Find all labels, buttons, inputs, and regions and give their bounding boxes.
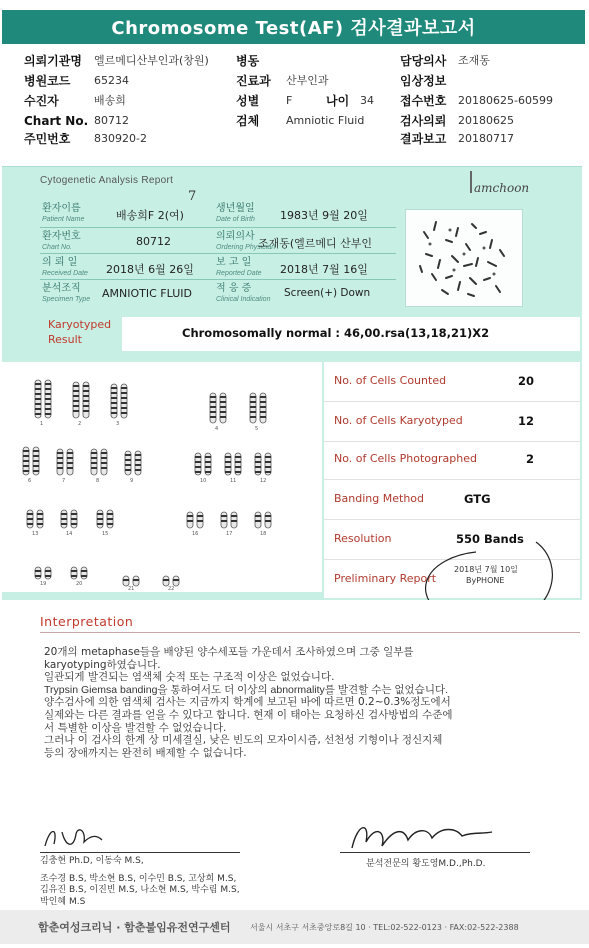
info-label: 접수번호	[400, 94, 447, 108]
received-date-value: 2018년 6월 26일	[106, 263, 194, 276]
chromosome-number: 12	[260, 478, 267, 484]
chromosome-number: 7	[62, 478, 66, 484]
chromosome-number: 1	[40, 421, 44, 427]
age-value: 34	[360, 94, 374, 107]
info-value: 20180625	[458, 114, 514, 127]
karyogram-image	[2, 362, 322, 592]
page-title: Chromosome Test(AF) 검사결과보고서	[2, 10, 585, 44]
info-label: 주민번호	[24, 132, 71, 146]
chromosome-number: 15	[102, 531, 109, 537]
patient-info-table	[0, 52, 589, 148]
info-label: 임상정보	[400, 74, 447, 88]
preliminary-date: 2018년 7월 10일	[454, 565, 518, 574]
result-box	[122, 317, 580, 351]
age-label: 나이	[326, 94, 350, 108]
chromosome-number: 11	[230, 478, 237, 484]
chromosome-number: 19	[40, 581, 47, 587]
cytogenetic-report	[2, 166, 582, 600]
interpretation-line: 서 특별한 이상을 발견할 수 없었습니다.	[44, 721, 227, 734]
stat-value: 12	[517, 414, 534, 428]
interpretation-line: 등의 장애까지는 완전히 배제할 수 없습니다.	[44, 746, 247, 759]
stat-label: Resolution	[334, 532, 392, 545]
chromosome-number: 22	[168, 586, 175, 592]
stat-value: 2	[525, 452, 534, 466]
info-label: 담당의사	[400, 54, 447, 68]
signature-left	[40, 822, 110, 852]
info-value: 80712	[94, 114, 129, 127]
specimen-type-value: AMNIOTIC FLUID	[102, 287, 192, 300]
info-value: 830920-2	[94, 132, 147, 145]
chromosome-pair	[58, 509, 80, 533]
stat-label: No. of Cells Karyotyped	[334, 414, 463, 427]
report-title: Cytogenetic Analysis Report	[40, 175, 174, 186]
interpretation-body	[44, 646, 544, 759]
info-label: 결과보고	[400, 132, 447, 146]
metaphase-spread-image	[405, 209, 523, 307]
chromosome-pair	[252, 511, 274, 533]
chromosome-number: 5	[255, 426, 259, 432]
chromosome-number: 18	[260, 531, 267, 537]
chromosome-pair	[192, 452, 214, 480]
info-value: 20180625-60599	[458, 94, 553, 107]
interpretation-line: 일관되게 발견되는 염색체 숫적 또는 구조적 이상은 없었습니다.	[44, 671, 335, 684]
info-value: F	[286, 94, 293, 107]
chromosome-pair	[218, 511, 240, 533]
stat-row	[324, 402, 580, 442]
stat-label: No. of Cells Counted	[334, 374, 447, 387]
handwritten-mark: 7	[188, 189, 197, 204]
info-value: 엘르메디산부인과(창원)	[94, 54, 209, 67]
clinical-indication-label: 적 응 증 Clinical Indication	[216, 283, 271, 303]
chromosome-pair	[122, 450, 144, 480]
staff-line: 김충현 Ph.D, 이동숙 M.S,	[40, 856, 144, 866]
patient-name-label: 환자이름 Patient Name	[42, 203, 85, 223]
chart-no-label: 환자번호 Chart No.	[42, 231, 81, 251]
chromosome-pair	[54, 448, 76, 480]
info-label: 검사의뢰	[400, 114, 447, 128]
staff-line: 조수경 B.S, 박소현 B.S, 이수민 B.S, 고상희 M.S,	[40, 873, 237, 884]
clinical-indication-value: Screen(+) Down	[284, 287, 371, 299]
chromosome-number: 13	[32, 531, 39, 537]
footer-address: 서울시 서초구 서초중앙로8길 10 · TEL:02-522-0123 · FAX:02-522-2388	[250, 923, 519, 932]
chromosome-number: 8	[96, 478, 100, 484]
received-date-label: 의 뢰 일 Received Date	[42, 257, 88, 277]
chart-no-value: 80712	[136, 235, 171, 248]
staff-line: 김유진 B.S, 이진빈 M.S, 나소현 M.S, 박수림 M.S,	[40, 885, 240, 895]
info-value: 조재동	[458, 54, 490, 67]
chromosome-pair	[70, 381, 92, 423]
info-value: 배송희	[94, 94, 126, 107]
stat-value: 20	[517, 374, 534, 388]
logo-text: amchoon	[474, 181, 530, 195]
dob-value: 1983년 9월 20일	[280, 209, 368, 222]
chromosome-pair	[108, 383, 130, 423]
info-label: Chart No.	[24, 114, 89, 128]
specialist-name: 분석전문의 황도영M.D.,Ph.D.	[366, 859, 486, 869]
chromosome-number: 10	[200, 478, 207, 484]
chromosome-pair	[94, 509, 116, 533]
signature-right	[346, 818, 496, 854]
interpretation-line: 그러나 이 검사의 한계 상 미세결실, 낮은 빈도의 모자이시즘, 선천성 기형이나 정신지체	[44, 734, 443, 747]
chromosome-number: 17	[226, 531, 233, 537]
info-value: Amniotic Fluid	[286, 114, 365, 127]
chromosome-pair	[32, 379, 54, 423]
footer	[0, 910, 589, 944]
stat-value: 550 Bands	[456, 532, 524, 546]
chromosome-number: 9	[130, 478, 134, 484]
chromosome-number: 14	[66, 531, 73, 537]
info-label: 병동	[236, 54, 260, 68]
info-value: 20180717	[458, 132, 514, 145]
chromosome-pair	[184, 511, 206, 533]
chromosome-number: 4	[215, 426, 219, 432]
chromosome-pair	[252, 452, 274, 480]
chromosome-pair	[247, 392, 269, 428]
chromosome-number: 20	[76, 581, 83, 587]
info-label: 의뢰기관명	[24, 54, 82, 68]
chromosome-pair	[24, 509, 46, 533]
analysis-stats	[324, 362, 580, 598]
interpretation-line: 20개의 metaphase들을 배양된 양수세포들 가운데서 조사하였으며 그중 일부를	[44, 646, 414, 658]
patient-name-value: 배송희F 2(여)	[116, 209, 184, 222]
chromosome-pair	[20, 446, 42, 480]
footer-org: 함춘여성크리닉 · 함춘불임유전연구센터	[38, 921, 231, 934]
info-label: 검체	[236, 114, 260, 128]
stat-row	[324, 362, 580, 402]
ordering-physician-label: 의뢰의사 Ordering Physician	[216, 231, 276, 251]
chromosome-number: 6	[28, 478, 32, 484]
info-value: 65234	[94, 74, 129, 87]
interpretation-line: Trypsin Giemsa banding을 통하여서도 더 이상의 abnormality를 발견할 수는 없었습니다.	[44, 683, 449, 696]
chromosome-number: 2	[78, 421, 82, 427]
interpretation-line: karyotyping하였습니다.	[44, 658, 161, 671]
chromosome-number: 3	[116, 421, 120, 427]
interpretation-heading: Interpretation	[40, 614, 134, 629]
info-label: 성별	[236, 94, 260, 108]
stat-row	[324, 440, 580, 480]
karyotyped-result-label: Karyotyped Result	[48, 318, 112, 346]
chromosome-pair	[207, 392, 229, 428]
chromosome-pair	[88, 448, 110, 480]
reported-date-value: 2018년 7월 16일	[280, 263, 368, 276]
specimen-type-label: 분석조직 Specimen Type	[42, 283, 91, 303]
stat-label: No. of Cells Photographed	[334, 452, 477, 465]
ordering-physician-value: 조재동(엘르메디 산부인	[258, 237, 373, 250]
dob-label: 생년월일 Date of Birth	[216, 203, 255, 223]
preliminary-method: ByPHONE	[466, 576, 505, 585]
clinic-logo	[470, 181, 529, 195]
info-label: 수진자	[24, 94, 59, 108]
staff-names	[40, 856, 240, 908]
interpretation-line: 실제와는 다른 결과를 얻을 수 있다고 합니다. 현재 이 태아는 요청하신 검사방법의 수준에	[44, 708, 453, 721]
reported-date-label: 보 고 일 Reported Date	[216, 257, 262, 277]
stat-value: GTG	[464, 492, 491, 506]
staff-line: 박인혜 M.S	[40, 896, 86, 907]
info-label: 진료과	[236, 74, 271, 88]
karyotype-result: Chromosomally normal : 46,00.rsa(13,18,21)X2	[182, 326, 490, 340]
interpretation-line: 양수검사에 의한 염색체 검사는 지금까지 학계에 보고된 바에 따르면 0.2~0.3%정도에서	[44, 696, 451, 709]
chromosome-pair	[222, 452, 244, 480]
info-label: 병원코드	[24, 74, 71, 88]
stat-row	[324, 480, 580, 520]
chromosome-number: 21	[128, 586, 135, 592]
stat-label: Banding Method	[334, 492, 425, 505]
chromosome-number: 16	[192, 531, 199, 537]
info-value: 산부인과	[286, 74, 329, 87]
stat-label: Preliminary Report	[334, 572, 437, 585]
